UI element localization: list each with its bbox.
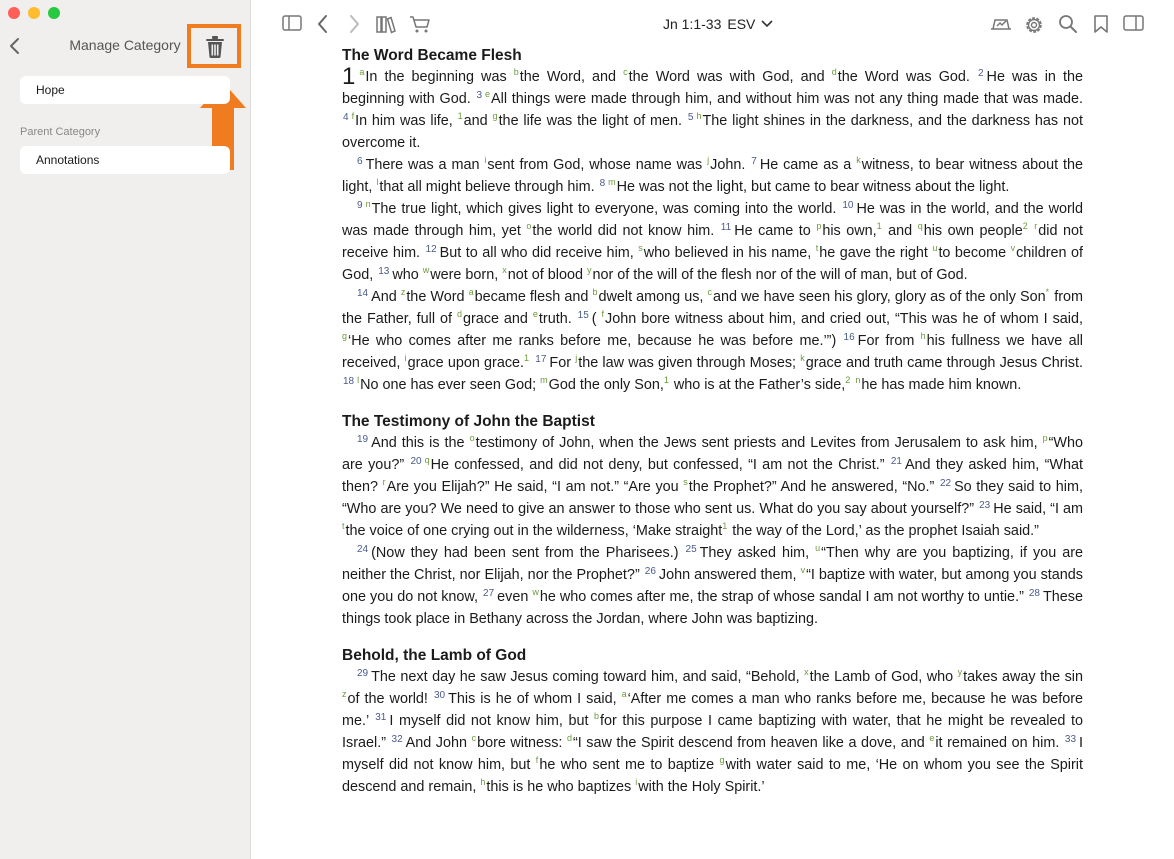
verse-number[interactable]: 22 [939, 478, 952, 489]
verse-number[interactable]: 30 [433, 690, 446, 701]
cross-reference-marker[interactable]: f [601, 309, 605, 319]
scripture-paragraph[interactable] [342, 63, 1083, 154]
cross-reference-marker[interactable]: 1 [663, 375, 669, 385]
cross-reference-marker[interactable]: l [357, 375, 360, 385]
verse-number[interactable]: 11 [720, 222, 732, 233]
sidebar [0, 0, 251, 859]
cross-reference-marker[interactable]: k [856, 155, 861, 165]
scripture-paragraph[interactable] [342, 286, 1083, 396]
verse-text: bore witness: [477, 735, 567, 751]
verse-text: takes away the sin [963, 669, 1083, 685]
verse-text: grace and [462, 311, 533, 327]
verse-text: He said, “I am [993, 501, 1083, 517]
cross-reference-marker[interactable]: e [929, 733, 935, 743]
toolbar [251, 0, 1174, 48]
verse-text: These things took place in Bethany across the Jordan, where John was baptizing. [342, 589, 1083, 627]
cross-reference-marker[interactable]: * [1045, 287, 1050, 297]
search-icon[interactable] [1058, 14, 1078, 34]
verse-text: In him was life, [355, 113, 458, 129]
verse-number[interactable]: 16 [843, 332, 855, 343]
reference-selector[interactable] [663, 16, 773, 32]
verse-number[interactable]: 32 [391, 734, 403, 745]
cross-reference-marker[interactable]: p [1042, 433, 1048, 443]
verse-text: John. [710, 157, 751, 173]
verse-text [530, 355, 534, 371]
verse-text: the Word was with God, and [628, 69, 832, 85]
verse-number[interactable]: 20 [410, 456, 422, 467]
verse-number[interactable]: 19 [357, 434, 369, 445]
verse-text: the Word [406, 289, 469, 305]
verse-text: He was in the world, and the world was made through him, yet [342, 201, 1083, 239]
cross-reference-marker[interactable]: m [608, 177, 616, 187]
verse-text: to become [938, 245, 1011, 261]
cross-reference-marker[interactable]: y [957, 667, 963, 677]
verse-text: The light shines in the darkness, and the darkness has not overcome it. [342, 113, 1083, 151]
verse-text: were born, [430, 267, 503, 283]
verse-text: “I baptize with water, but among you stands one you do not know, [342, 567, 1083, 605]
cross-reference-marker[interactable]: u [932, 243, 938, 253]
verse-text: I myself did not know him, but [342, 735, 1083, 773]
verse-text: that all might believe through him. [379, 179, 599, 195]
cross-reference-marker[interactable]: w [422, 265, 430, 275]
verse-text: And this is the [371, 435, 470, 451]
section-heading: Behold, the Lamb of God [342, 647, 527, 664]
verse-text: All things were made through him, and without him was not any thing made that was made. [491, 91, 1083, 107]
verse-text: the Prophet?” And he answered, “No.” [688, 479, 939, 495]
verse-number[interactable]: 29 [357, 668, 369, 679]
cross-reference-marker[interactable]: n [365, 199, 371, 209]
cross-reference-marker[interactable]: c [471, 733, 477, 743]
gear-icon[interactable] [1023, 14, 1045, 36]
library-icon[interactable] [375, 14, 397, 34]
verse-number[interactable]: 8 [599, 178, 606, 189]
verse-number[interactable]: 33 [1064, 734, 1077, 745]
verse-text: he has made him known. [861, 377, 1022, 393]
verse-text: became flesh and [474, 289, 593, 305]
verse-text: he gave the right [819, 245, 933, 261]
cross-reference-marker[interactable]: z [400, 287, 406, 297]
verse-text: the Lamb of God, who [809, 669, 958, 685]
cross-reference-marker[interactable]: b [592, 287, 598, 297]
verse-text: who believed in his name, [643, 245, 816, 261]
verse-number[interactable]: 26 [644, 566, 656, 577]
cross-reference-marker[interactable]: s [638, 243, 643, 253]
cross-reference-marker[interactable]: o [526, 221, 532, 231]
reference-label: Jn 1:1-33 [663, 16, 722, 32]
verse-text: Are you Elijah?” He said, “I am not.” “Are you [386, 479, 684, 495]
verse-text: the life was the light of men. [498, 113, 687, 129]
cross-reference-marker[interactable]: i [484, 155, 487, 165]
verse-text: with water said to me, ‘He on whom you see the Spirit descend and remain, [342, 757, 1083, 795]
verse-text: children of God, [342, 245, 1083, 283]
bookmark-icon[interactable] [1092, 14, 1110, 34]
verse-text: nor of the will of the flesh nor of the will of man, but of God. [592, 267, 968, 283]
verse-text: testimony of John, when the Jews sent priests and Levites from Jerusalem to ask him, [475, 435, 1043, 451]
parent-category-label: Parent Category [20, 126, 101, 138]
verse-text: and [882, 223, 918, 239]
verse-text: even [497, 589, 533, 605]
cross-reference-marker[interactable]: i [635, 777, 638, 787]
verse-text: I myself did not know him, but [389, 713, 595, 729]
cross-reference-marker[interactable]: y [586, 265, 592, 275]
cross-reference-marker[interactable]: f [351, 111, 355, 121]
cross-reference-marker[interactable]: x [804, 667, 809, 677]
verse-number[interactable]: 10 [842, 200, 854, 211]
verse-text: the world did not know him. [532, 223, 720, 239]
back-button[interactable] [8, 36, 22, 56]
cross-reference-marker[interactable]: r [382, 477, 386, 487]
verse-text: He was in the beginning with God. [342, 69, 1083, 107]
verse-text: And John [405, 735, 472, 751]
cross-reference-marker[interactable]: a [359, 67, 365, 77]
cross-reference-marker[interactable]: j [575, 353, 578, 363]
verse-text: it remained on him. [935, 735, 1064, 751]
verse-text: In the beginning was [365, 69, 514, 85]
verse-text: ‘He who comes after me ranks before me, because he was before me.’”) [348, 333, 843, 349]
cross-reference-marker[interactable]: p [816, 221, 822, 231]
cross-reference-marker[interactable]: q [917, 221, 923, 231]
cross-reference-marker[interactable]: f [535, 755, 539, 765]
verse-text: this is he who baptizes [486, 779, 636, 795]
verse-number[interactable]: 5 [687, 112, 694, 123]
nav-back-icon[interactable] [317, 14, 329, 34]
chevron-left-icon [8, 36, 22, 56]
verse-text: witness, to bear witness about the light, [342, 157, 1083, 195]
cross-reference-marker[interactable]: t [815, 243, 819, 253]
verse-text: he who comes after me, the strap of whose sandal I am not worthy to untie.” [539, 589, 1028, 605]
verse-text: the law was given through Moses; [578, 355, 801, 371]
cross-reference-marker[interactable]: m [540, 375, 548, 385]
cross-reference-marker[interactable]: v [1010, 243, 1016, 253]
verse-number[interactable]: 21 [890, 456, 902, 467]
verse-text: the Word, and [519, 69, 624, 85]
cross-reference-marker[interactable]: b [513, 67, 519, 77]
cross-reference-marker[interactable]: 2 [845, 375, 851, 385]
cross-reference-marker[interactable]: t [342, 521, 345, 531]
cross-reference-marker[interactable]: d [566, 733, 572, 743]
verse-text: with the Holy Spirit.’ [638, 779, 765, 795]
cross-reference-marker[interactable]: c [707, 287, 713, 297]
cross-reference-marker[interactable]: 2 [1022, 221, 1028, 231]
verse-number[interactable]: 25 [685, 544, 697, 555]
verse-text: John answered them, [658, 567, 801, 583]
verse-number[interactable]: 31 [375, 712, 387, 723]
verse-number[interactable]: 15 [577, 310, 589, 321]
cross-reference-marker[interactable]: d [456, 309, 462, 319]
close-window-button[interactable] [8, 7, 20, 19]
verse-number[interactable]: 3 [476, 90, 483, 101]
verse-number[interactable]: 2 [977, 68, 984, 79]
verse-text: and we have seen his glory, glory as of the only Son [713, 289, 1046, 305]
cross-reference-marker[interactable]: s [683, 477, 688, 487]
verse-text: He confessed, and did not deny, but confessed, “I am not the Christ.” [430, 457, 890, 473]
right-panel-toggle-icon[interactable] [1123, 14, 1145, 32]
verse-number[interactable]: 18 [343, 376, 355, 387]
cross-reference-marker[interactable]: d [831, 67, 837, 77]
verse-number[interactable]: 23 [979, 500, 991, 511]
verse-text: the voice of one crying out in the wilderness, ‘Make straight [345, 523, 723, 539]
verse-text: “I saw the Spirit descend from heaven like a dove, and [572, 735, 930, 751]
verse-text: (Now they had been sent from the Pharisees.) [371, 545, 685, 561]
cross-reference-marker[interactable]: k [800, 353, 805, 363]
verse-number[interactable]: 7 [751, 156, 757, 167]
verse-text: ( [591, 311, 602, 327]
sidebar-toggle-icon[interactable] [282, 14, 302, 32]
cross-reference-marker[interactable]: a [468, 287, 474, 297]
cross-reference-marker[interactable]: u [815, 543, 821, 553]
verse-number[interactable]: 28 [1028, 588, 1040, 599]
cross-reference-marker[interactable]: g [492, 111, 498, 121]
verse-text: The true light, which gives light to everyone, was coming into the world. [371, 201, 842, 217]
reading-plan-icon[interactable] [990, 14, 1012, 34]
cross-reference-marker[interactable]: n [855, 375, 861, 385]
category-name-field[interactable]: Hope [20, 76, 230, 104]
store-cart-icon[interactable] [409, 14, 431, 34]
nav-forward-icon[interactable] [348, 14, 360, 34]
verse-text: “Then why are you baptizing, if you are neither the Christ, nor Elijah, nor the Prophet?” [342, 545, 1083, 583]
zoom-window-button[interactable] [48, 7, 60, 19]
chevron-down-icon [761, 19, 773, 29]
verse-text: grace and truth came through Jesus Christ. [805, 355, 1083, 371]
cross-reference-marker[interactable]: a [621, 689, 627, 699]
verse-text: The next day he saw Jesus coming toward him, and said, “Behold, [371, 669, 805, 685]
cross-reference-marker[interactable]: e [532, 309, 538, 319]
highlight-box [187, 24, 241, 68]
verse-text: not of blood [507, 267, 587, 283]
cross-reference-marker[interactable]: 1 [457, 111, 463, 121]
verse-number[interactable]: 17 [535, 354, 547, 365]
verse-text: They asked him, [699, 545, 816, 561]
verse-text: his own, [822, 223, 877, 239]
cross-reference-marker[interactable]: l [376, 177, 379, 187]
version-label: ESV [727, 16, 756, 32]
verse-text: he who sent me to baptize [539, 757, 720, 773]
verse-text: ‘After me comes a man who ranks before me, because he was before me.’ [342, 691, 1083, 729]
verse-number[interactable]: 14 [357, 288, 369, 299]
verse-text: for this purpose I came baptizing with water, that he might be revealed to Israel.” [342, 713, 1083, 751]
minimize-window-button[interactable] [28, 7, 40, 19]
cross-reference-marker[interactable]: g [719, 755, 725, 765]
cross-reference-marker[interactable]: r [1034, 221, 1038, 231]
verse-text: who [392, 267, 423, 283]
cross-reference-marker[interactable]: h [920, 331, 926, 341]
cross-reference-marker[interactable]: j [707, 155, 710, 165]
verse-text: For from [857, 333, 921, 349]
verse-text: the Word was God. [837, 69, 977, 85]
verse-text: So they said to him, “Who are you? We need to give an answer to those who sent us. What do you say about yourself?” [342, 479, 1083, 517]
verse-text: who is at the Father’s side, [669, 377, 846, 393]
cross-reference-marker[interactable]: 1 [876, 221, 882, 231]
verse-text: He was not the light, but came to bear witness about the light. [616, 179, 1010, 195]
cross-reference-marker[interactable]: b [594, 711, 600, 721]
page-title: Manage Category [69, 37, 181, 53]
verse-number[interactable]: 12 [425, 244, 437, 255]
verse-text: No one has ever seen God; [360, 377, 541, 393]
verse-text: the way of the Lord,’ as the prophet Isaiah said.” [728, 523, 1039, 539]
verse-text: his fullness we have all received, [342, 333, 1083, 371]
verse-text: He came to [734, 223, 817, 239]
verse-number[interactable]: 9 [357, 200, 363, 211]
verse-text: God the only Son, [548, 377, 664, 393]
verse-number[interactable]: 4 [343, 112, 349, 123]
chapter-number: 1 [342, 63, 356, 90]
bible-reader [342, 46, 1083, 859]
cross-reference-marker[interactable]: h [480, 777, 486, 787]
scripture-paragraph[interactable] [342, 666, 1083, 798]
verse-text: did not receive him. [342, 223, 1083, 261]
section-heading: The Testimony of John the Baptist [342, 413, 595, 430]
verse-number[interactable]: 24 [357, 544, 369, 555]
scripture-paragraph[interactable] [342, 542, 1083, 630]
verse-text: grace upon grace. [407, 355, 525, 371]
verse-text: This is he of whom I said, [448, 691, 622, 707]
scripture-paragraph[interactable] [342, 432, 1083, 542]
cross-reference-marker[interactable]: w [532, 587, 539, 597]
verse-text: dwelt among us, [598, 289, 708, 305]
scripture-paragraph[interactable] [342, 198, 1083, 286]
verse-text: his own people [923, 223, 1023, 239]
verse-number[interactable]: 13 [378, 266, 390, 277]
parent-category-field[interactable]: Annotations [20, 146, 230, 174]
cross-reference-marker[interactable]: x [502, 265, 507, 275]
cross-reference-marker[interactable]: c [623, 67, 628, 77]
verse-text: sent from God, whose name was [487, 157, 708, 173]
cross-reference-marker[interactable]: v [800, 565, 806, 575]
cross-reference-marker[interactable]: o [469, 433, 475, 443]
cross-reference-marker[interactable]: e [485, 89, 491, 99]
section-heading: The Word Became Flesh [342, 47, 522, 64]
verse-text: John bore witness about him, and cried out, “This was he of whom I said, [605, 311, 1083, 327]
verse-text: and [463, 113, 493, 129]
cross-reference-marker[interactable]: h [696, 111, 702, 121]
verse-text: “Who are you?” [342, 435, 1083, 473]
cross-reference-marker[interactable]: i [404, 353, 407, 363]
verse-text: And they asked him, “What then? [342, 457, 1083, 495]
verse-text: He came as a [759, 157, 857, 173]
cross-reference-marker[interactable]: 1 [722, 521, 728, 531]
verse-number[interactable]: 27 [483, 588, 495, 599]
verse-text: of the world! [347, 691, 433, 707]
verse-text: truth. [538, 311, 577, 327]
verse-text: And [371, 289, 401, 305]
cross-reference-marker[interactable]: z [342, 689, 347, 699]
verse-text: But to all who did receive him, [439, 245, 639, 261]
verse-text: from the Father, full of [342, 289, 1083, 327]
cross-reference-marker[interactable]: q [424, 455, 430, 465]
verse-text: There was a man [365, 157, 485, 173]
verse-text: For [549, 355, 576, 371]
scripture-paragraph[interactable] [342, 154, 1083, 198]
cross-reference-marker[interactable]: 1 [524, 353, 530, 363]
cross-reference-marker[interactable]: g [342, 331, 348, 341]
verse-number[interactable]: 6 [357, 156, 363, 167]
